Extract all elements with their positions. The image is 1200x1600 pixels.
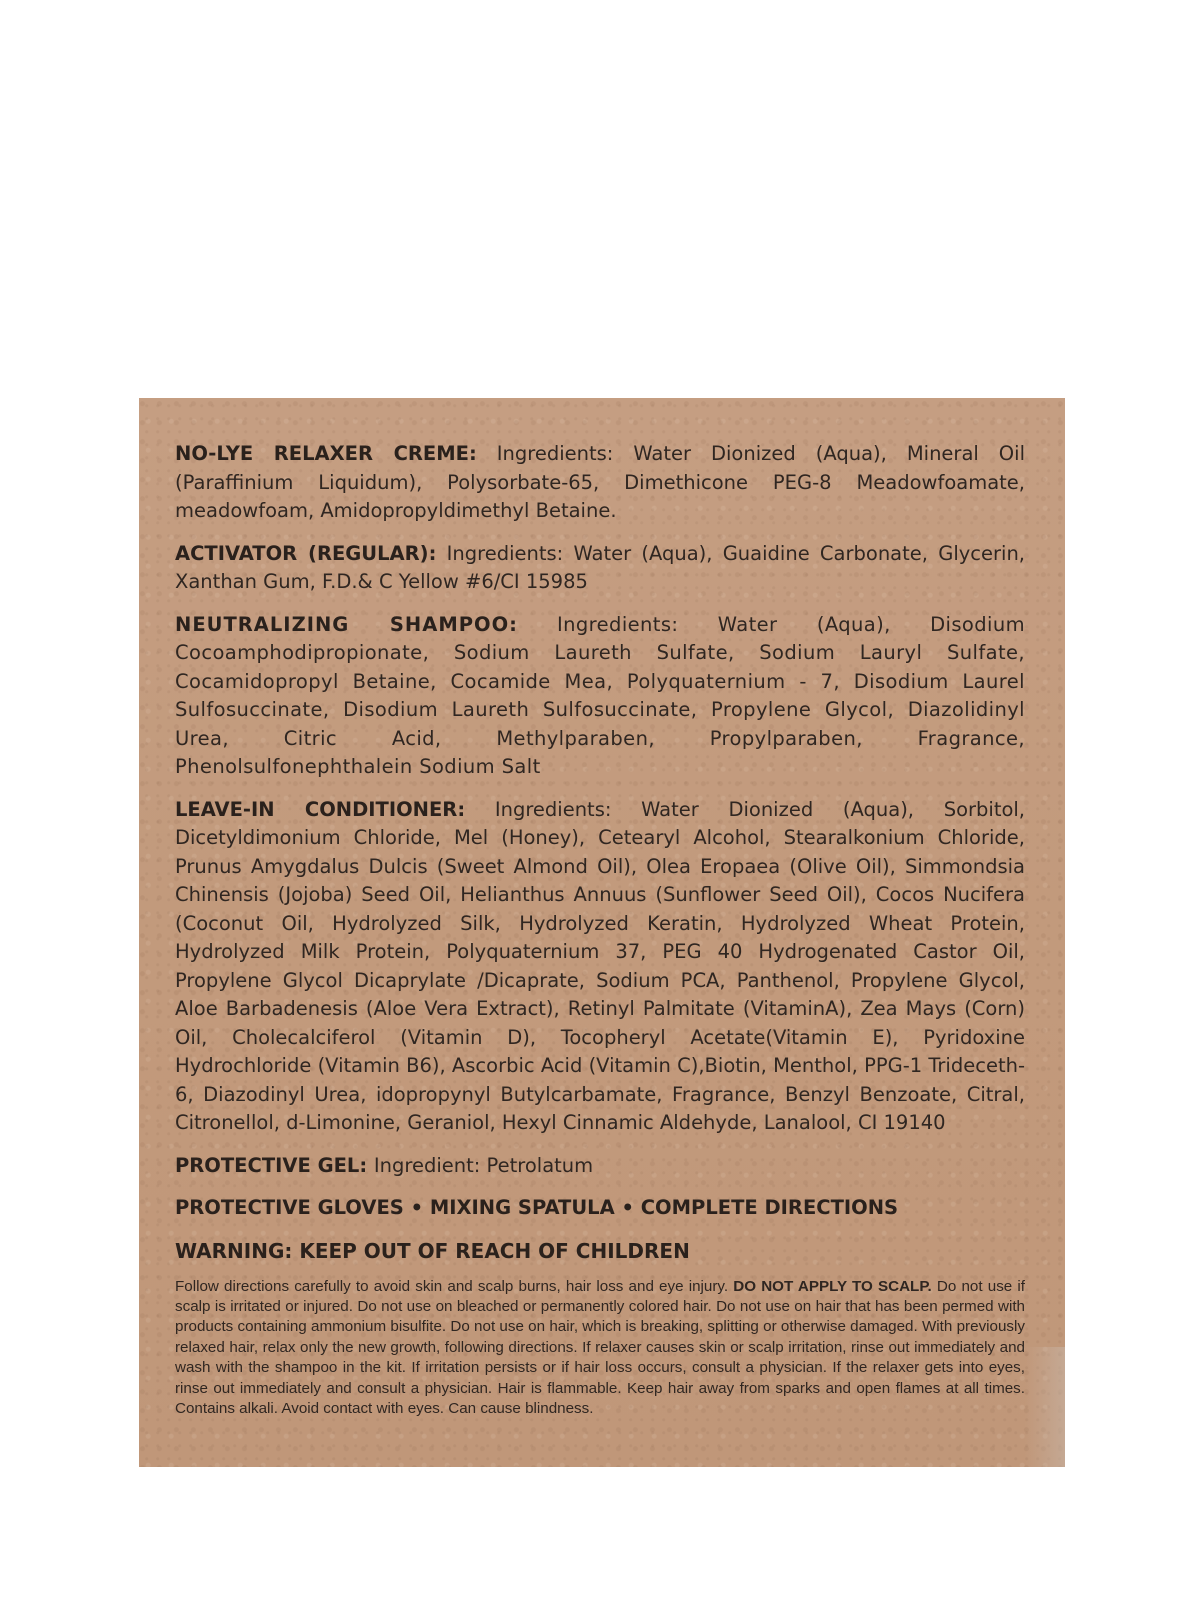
warning-do-not-apply: DO NOT APPLY TO SCALP. <box>733 1277 932 1295</box>
worn-corner <box>1025 1347 1065 1467</box>
shampoo-ingredients: Ingredients: Water (Aqua), Disodium Cocoamphodipropionate, Sodium Laureth Sulfate, Sodium Lauryl Sulfate, Cocamidopropyl Betaine, Cocamide Mea, Polyquaternium - 7, Disodium Laurel Sulfosuccinate, Disodium Laureth Sulfosuccinate, Propylene Glycol, Diazolidinyl Urea, Citric Acid, Methylparaben, Propylparaben, Fragrance, Phenolsulfonephthalein Sodium Salt <box>175 612 1025 778</box>
kit-contents-line: PROTECTIVE GLOVES • MIXING SPATULA • COMPLETE DIRECTIONS <box>175 1196 899 1219</box>
protective-gel-line <box>175 1152 1025 1181</box>
conditioner-paragraph <box>175 796 1025 1138</box>
relaxer-creme-heading: NO-LYE RELAXER CREME: <box>175 442 477 465</box>
shampoo-heading: NEUTRALIZING SHAMPOO: <box>175 612 518 636</box>
conditioner-section <box>175 796 1025 1138</box>
warning-text <box>175 1277 1025 1420</box>
relaxer-creme-ingredients: Ingredients: Water Dionized (Aqua), Mineral Oil (Paraffinium Liquidum), Polysorbate-65, Dimethicone PEG-8 Meadowfoamate, meadowfoam, Amidopropyldimethyl Betaine. <box>175 442 1025 522</box>
ingredients-label-panel <box>139 398 1065 1467</box>
warning-text-intro: Follow directions carefully to avoid skin and scalp burns, hair loss and eye injury. <box>175 1277 729 1295</box>
activator-section <box>175 540 1025 597</box>
relaxer-creme-section <box>175 440 1025 526</box>
activator-paragraph <box>175 540 1025 597</box>
shampoo-paragraph <box>175 611 1025 782</box>
protective-gel-ingredient: Ingredient: Petrolatum <box>373 1153 594 1177</box>
warning-text-details: Do not use if scalp is irritated or injured. Do not use on bleached or permanently colored hair. Do not use on hair that has been permed with products containing ammonium bisulfite. Do not use on hair, which is breaking, splitting or otherwise damaged. With previously relaxed hair, relax only the new growth, following directions. If relaxer causes skin or scalp irritation, rinse out immediately and wash with the shampoo in the kit. If irritation persists or if hair loss occurs, consult a physician. If the relaxer gets into eyes, rinse out immediately and consult a physician. Hair is flammable. Keep hair away from sparks and open flames at all times. Contains alkali. Avoid contact with eyes. Can cause blindness. <box>175 1277 1025 1417</box>
relaxer-creme-paragraph <box>175 440 1025 526</box>
shampoo-section <box>175 611 1025 782</box>
activator-ingredients: Ingredients: Water (Aqua), Guaidine Carbonate, Glycerin, Xanthan Gum, F.D.& C Yellow #6/CI 15985 <box>175 541 1025 593</box>
conditioner-heading: LEAVE-IN CONDITIONER: <box>175 797 466 821</box>
activator-heading: ACTIVATOR (REGULAR): <box>175 541 437 565</box>
warning-title: WARNING: KEEP OUT OF REACH OF CHILDREN <box>175 1238 690 1263</box>
protective-gel-heading: PROTECTIVE GEL: <box>175 1153 368 1177</box>
conditioner-ingredients: Ingredients: Water Dionized (Aqua), Sorbitol, Dicetyldimonium Chloride, Mel (Honey), Cetearyl Alcohol, Stearalkonium Chloride, Prunus Amygdalus Dulcis (Sweet Almond Oil), Olea Eropaea (Olive Oil), Simmondsia Chinensis (Jojoba) Seed Oil, Helianthus Annuus (Sunflower Seed Oil), Cocos Nucifera (Coconut Oil, Hydrolyzed Silk, Hydrolyzed Keratin, Hydrolyzed Wheat Protein, Hydrolyzed Milk Protein, Polyquaternium 37, PEG 40 Hydrogenated Castor Oil, Propylene Glycol Dicaprylate /Dicaprate, Sodium PCA, Panthenol, Propylene Glycol, Aloe Barbadenesis (Aloe Vera Extract), Retinyl Palmitate (VitaminA), Zea Mays (Corn) Oil, Cholecalciferol (Vitamin D), Tocopheryl Acetate(Vitamin E), Pyridoxine Hydrochloride (Vitamin B6), Ascorbic Acid (Vitamin C),Biotin, Menthol, PPG-1 Trideceth-6, Diazodinyl Urea, idopropynyl Butylcarbamate, Fragrance, Benzyl Benzoate, Citral, Citronellol, d-Limonine, Geraniol, Hexyl Cinnamic Aldehyde, Lanalool, CI 19140 <box>175 797 1026 1134</box>
